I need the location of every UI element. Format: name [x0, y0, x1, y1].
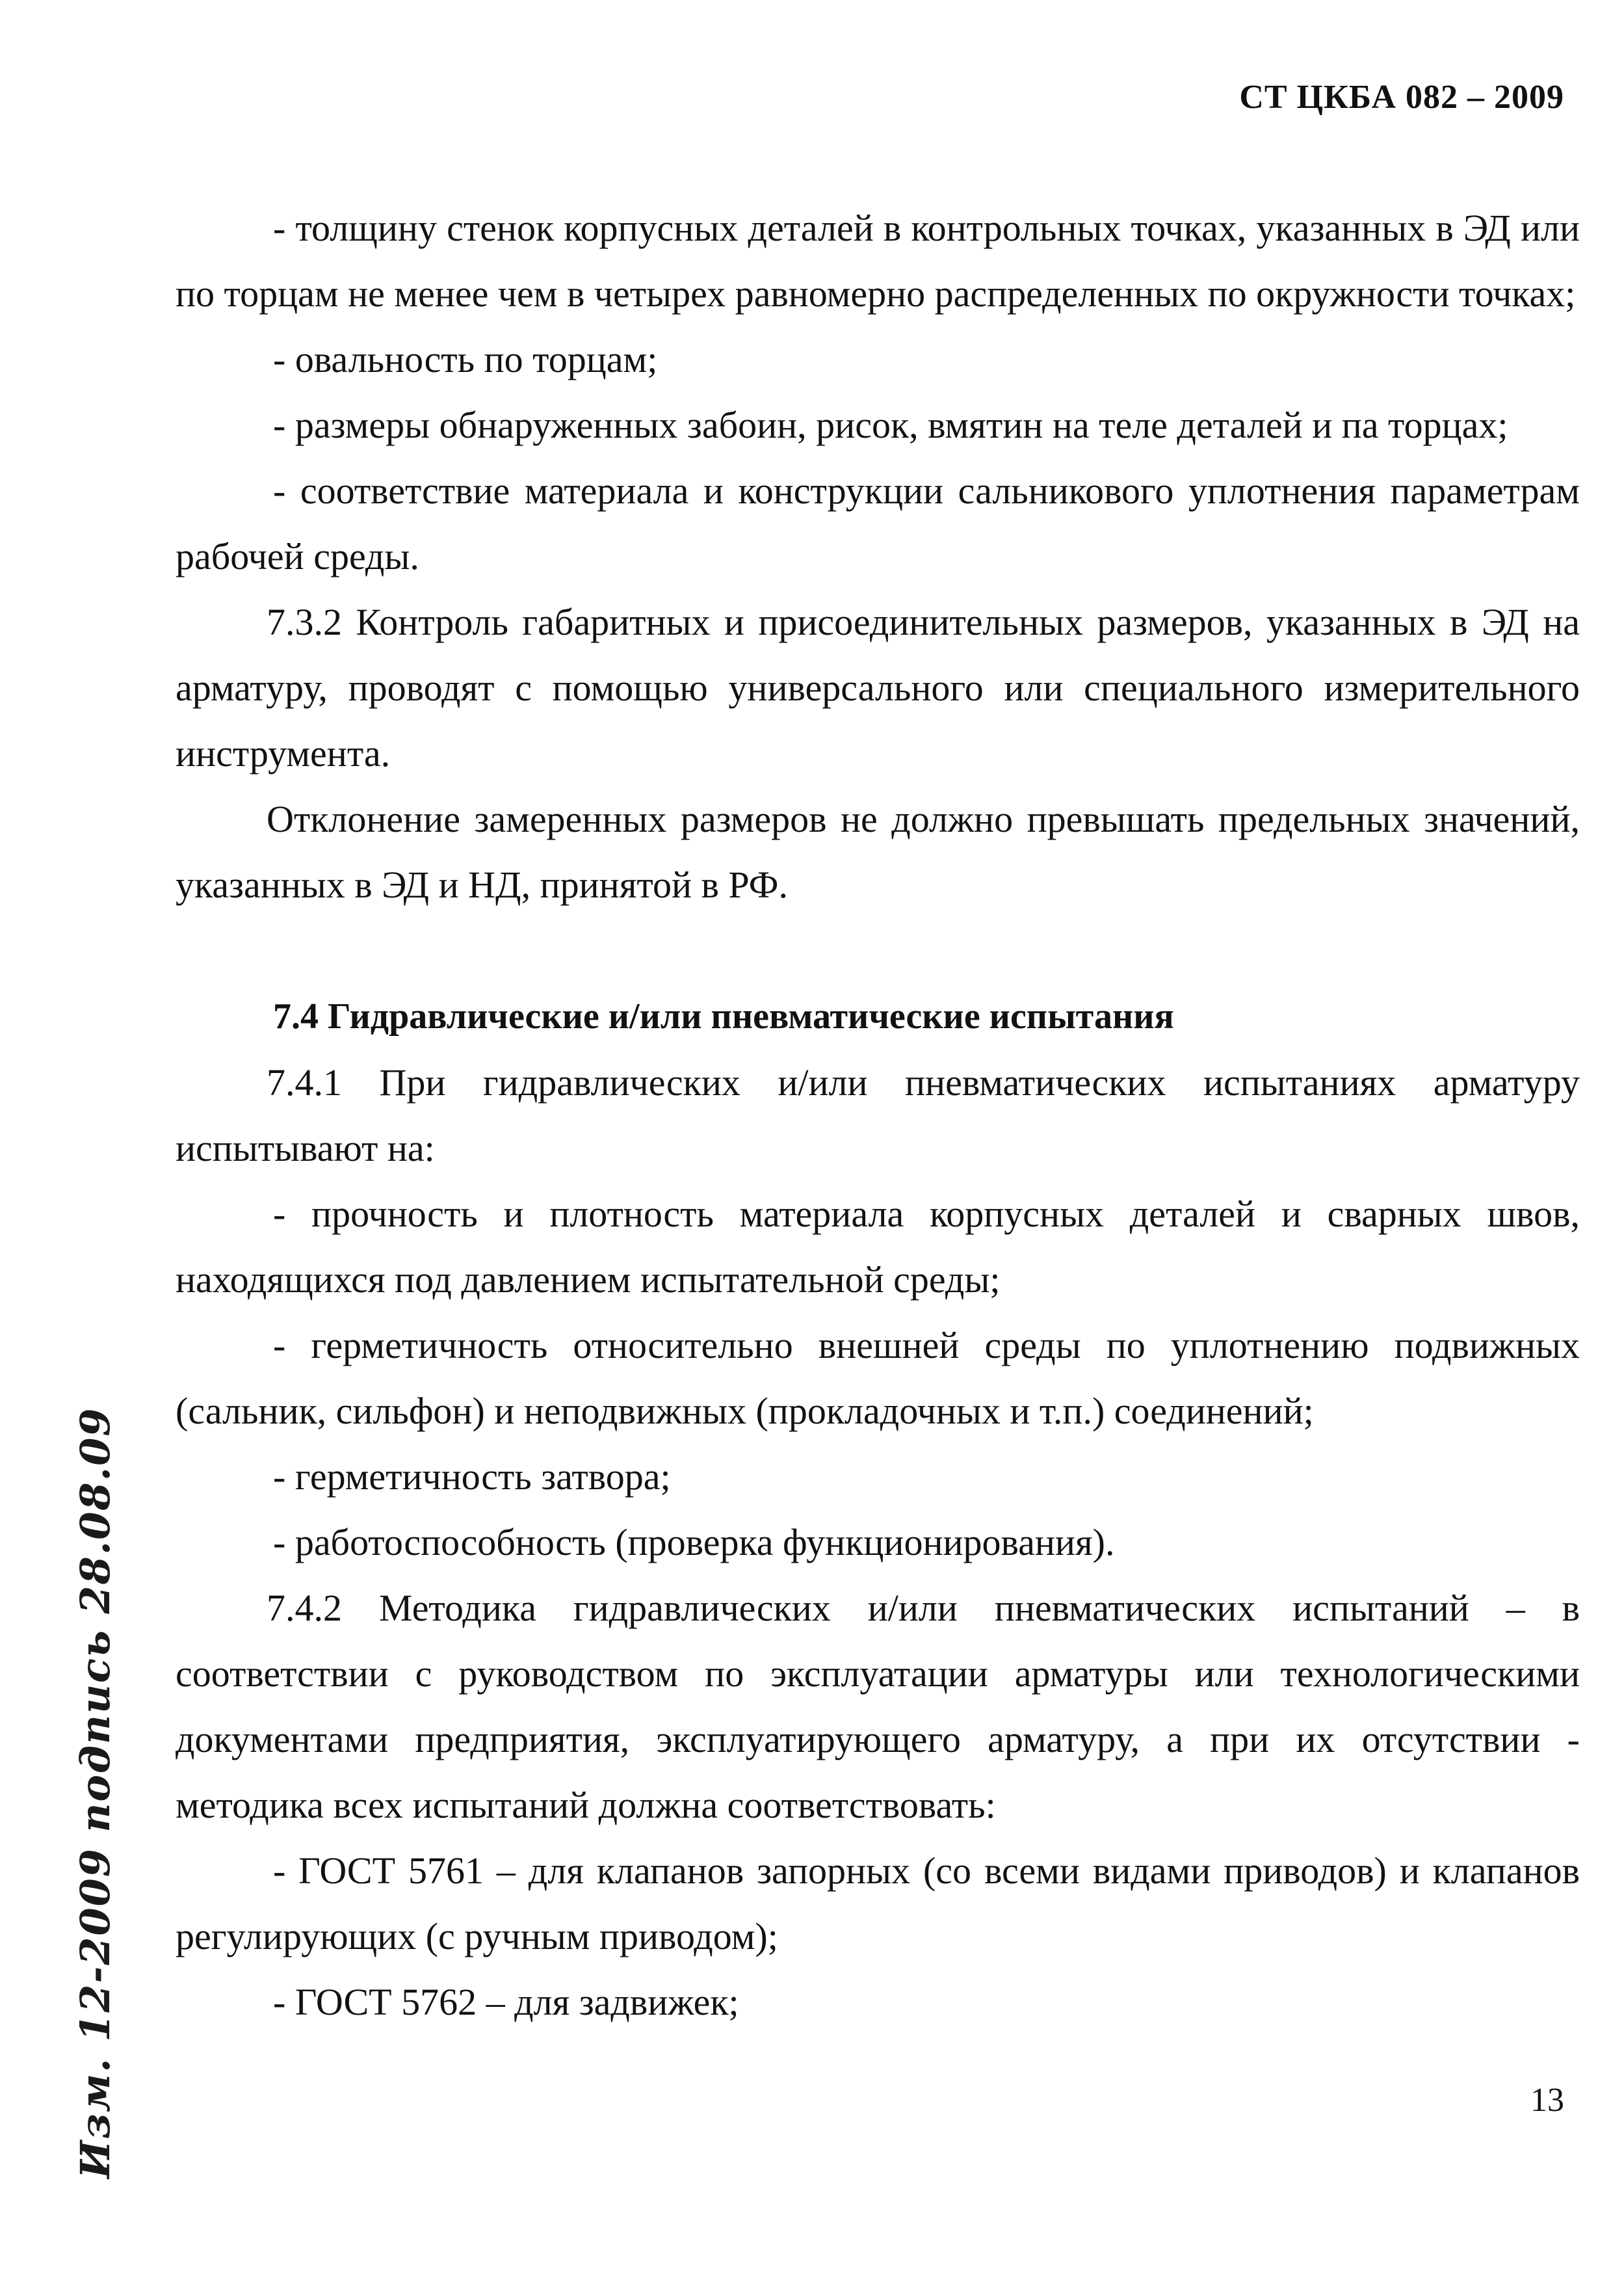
paragraph-7-4-1: 7.4.1 При гидравлических и/или пневматических испытаниях арматуру испытывают на: [176, 1061, 1580, 1169]
document-code-header: СТ ЦКБА 082 – 2009 [1239, 79, 1564, 116]
paragraph-7-3-2: 7.3.2 Контроль габаритных и присоединительных размеров, указанных в ЭД на арматуру, проводят с помощью универсального или специального измерительного инструмента. [176, 601, 1580, 775]
paragraph-wall-thickness: - толщину стенок корпусных деталей в контрольных точках, указанных в ЭД или по торцам не менее чем в четырех равномерно распределенных по окружности точках; [176, 207, 1580, 315]
paragraph-gate-tightness: - герметичность затвора; [273, 1455, 671, 1498]
paragraph-deviation: Отклонение замеренных размеров не должно превышать предельных значений, указанных в ЭД и НД, принятой в РФ. [176, 798, 1580, 906]
paragraph-strength-density: - прочность и плотность материала корпусных деталей и сварных швов, находящихся под давлением испытательной среды; [176, 1193, 1580, 1301]
paragraph-defects: - размеры обнаруженных забоин, рисок, вмятин на теле деталей и па торцах; [273, 404, 1508, 446]
handwritten-margin-note: Изм. 12-2009 подпись 28.08.09 [72, 1407, 119, 2179]
page-number: 13 [1530, 2082, 1564, 2119]
document-body [176, 195, 1580, 2035]
paragraph-gost-5762: - ГОСТ 5762 – для задвижек; [273, 1981, 739, 2023]
paragraph-ovality: - овальность по торцам; [273, 338, 658, 380]
section-heading-7-4: 7.4 Гидравлические и/или пневматические испытания [273, 996, 1174, 1037]
paragraph-operability: - работоспособность (проверка функционирования). [273, 1521, 1115, 1563]
paragraph-seal-conformity: - соответствие материала и конструкции сальникового уплотнения параметрам рабочей среды. [176, 470, 1580, 577]
paragraph-gost-5761: - ГОСТ 5761 – для клапанов запорных (со всеми видами приводов) и клапанов регулирующих (с ручным приводом); [176, 1849, 1580, 1957]
paragraph-7-4-2: 7.4.2 Методика гидравлических и/или пневматических испытаний – в соответствии с руководством по эксплуатации арматуры или технологическими документами предприятия, эксплуатирующего арматуру, а при их отсутствии - методика всех испытаний должна соответствовать: [176, 1587, 1580, 1826]
paragraph-external-tightness: - герметичность относительно внешней среды по уплотнению подвижных (сальник, сильфон) и неподвижных (прокладочных и т.п.) соединений; [176, 1324, 1580, 1432]
